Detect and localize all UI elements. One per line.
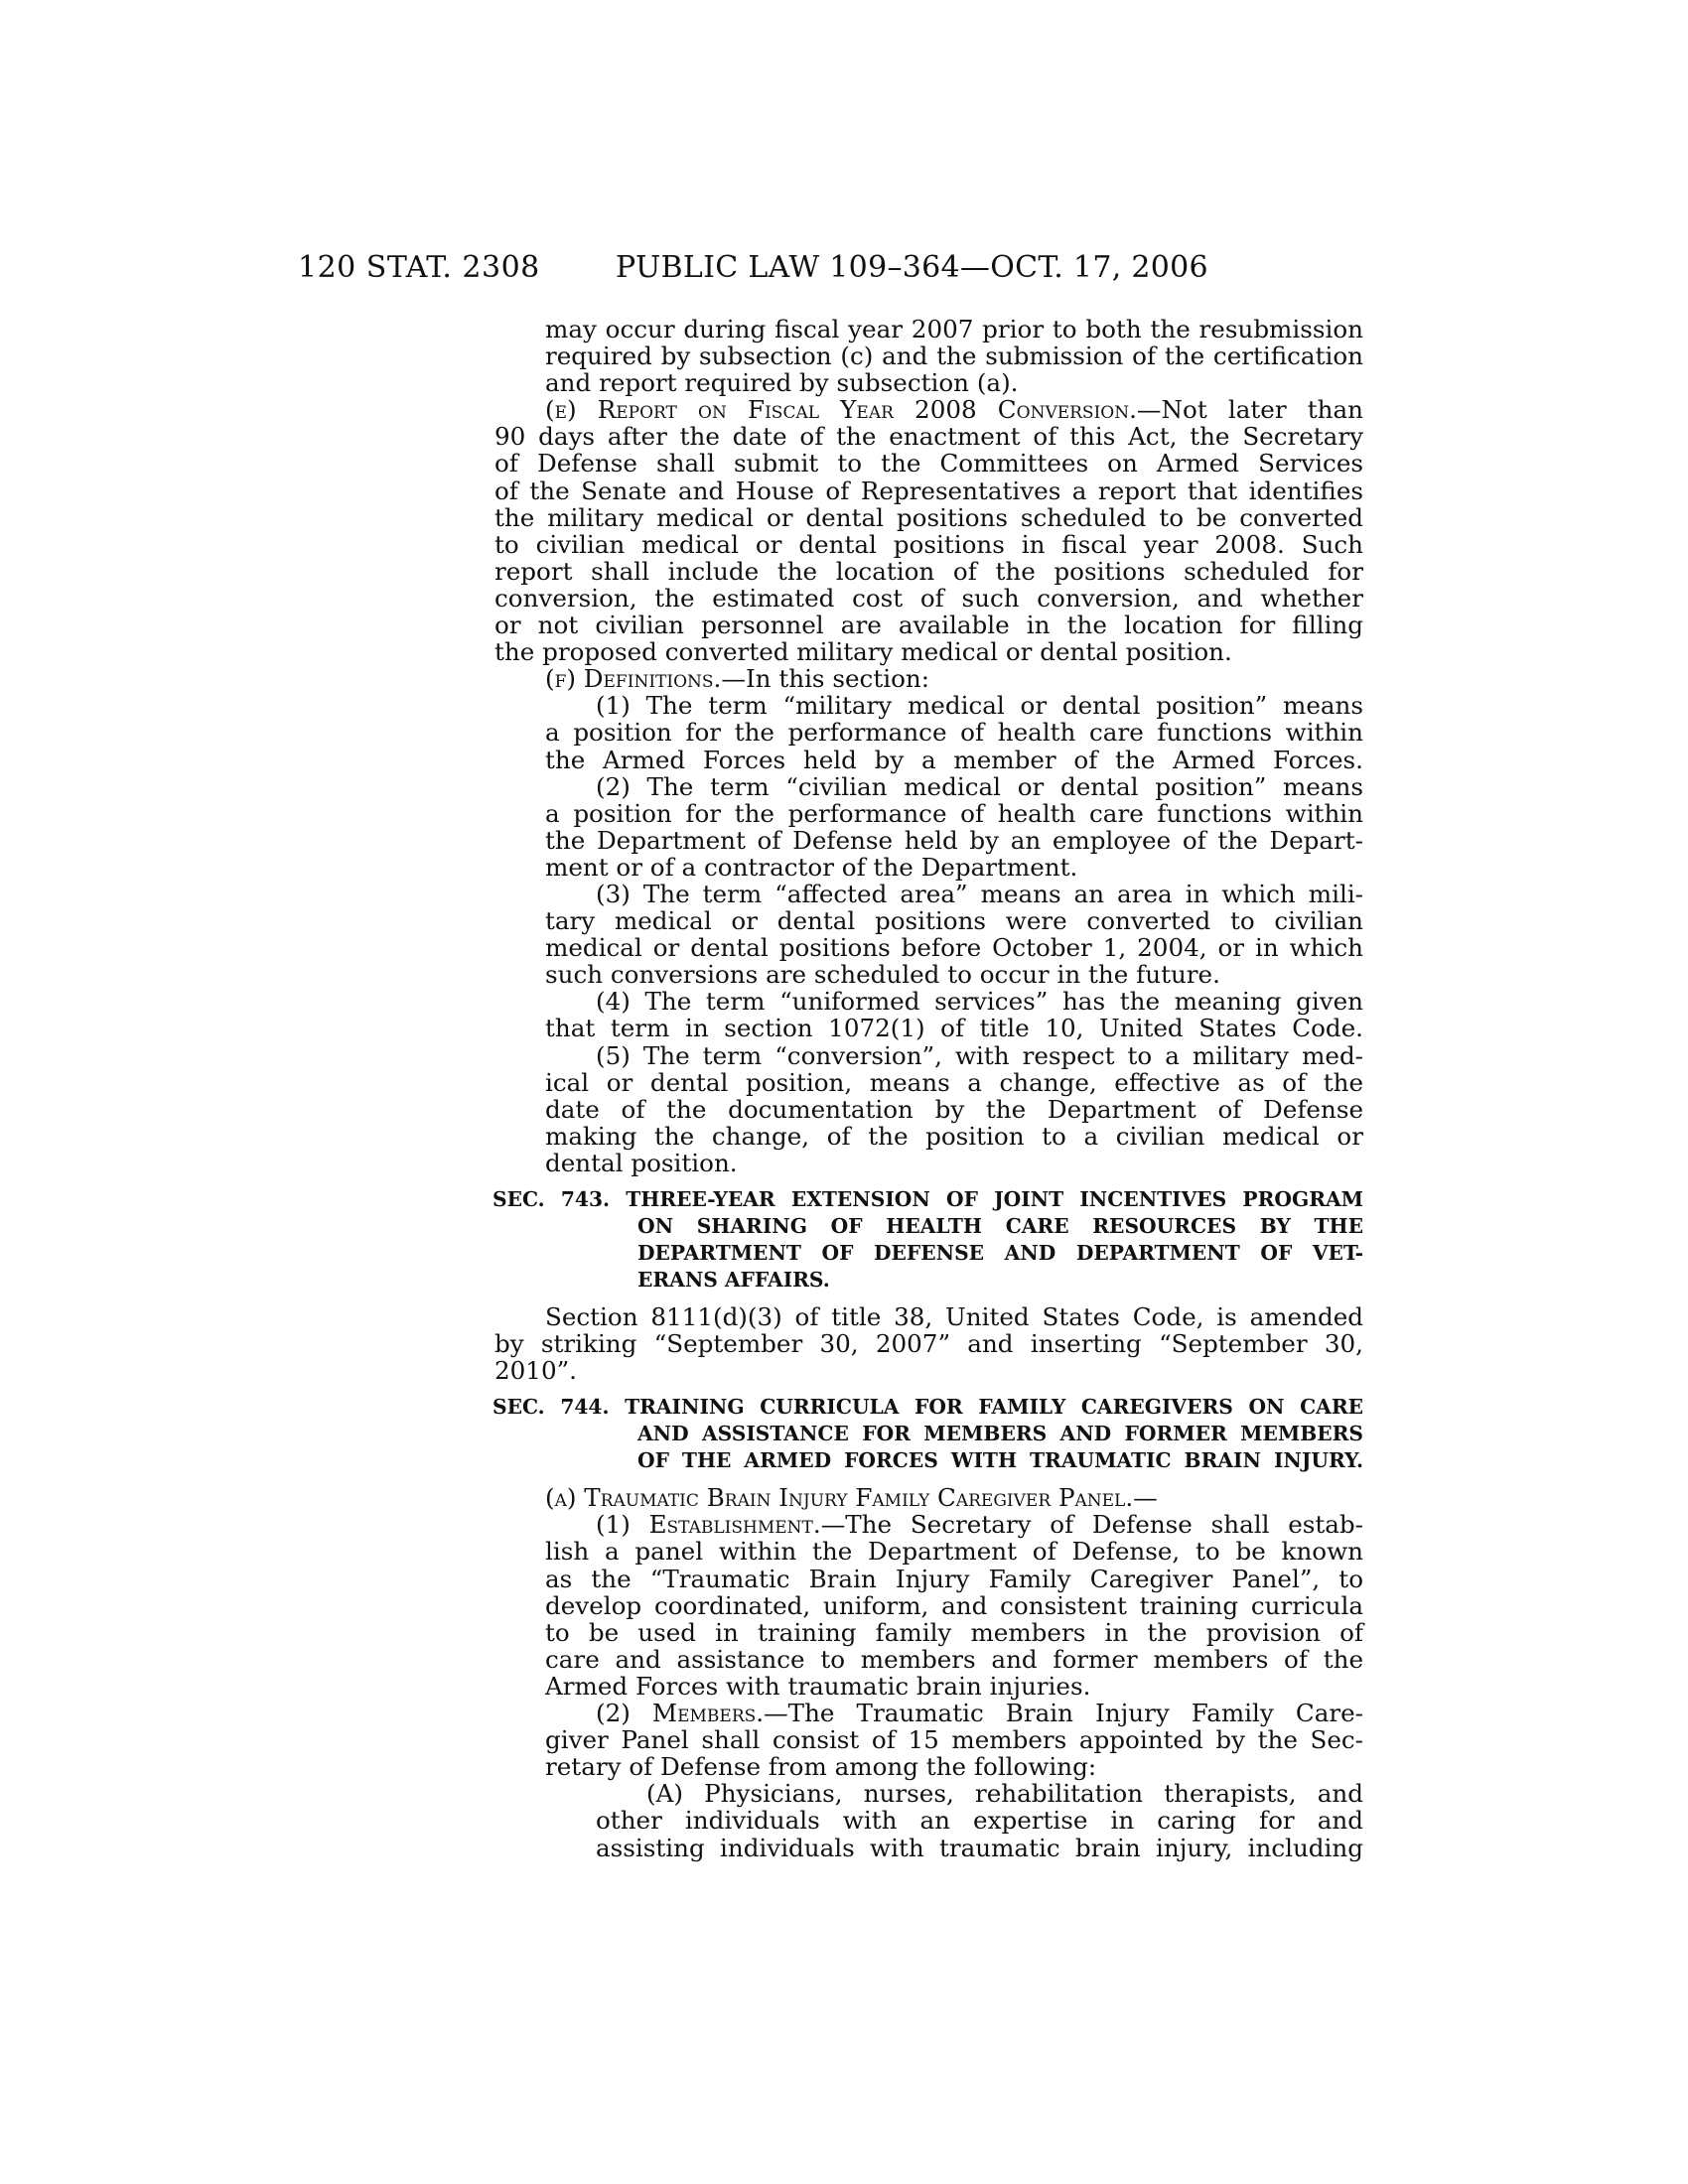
- heading-line: AND ASSISTANCE FOR MEMBERS AND FORMER MEMBERS: [637, 1422, 1363, 1446]
- text-fragment: —Not later than: [1136, 395, 1363, 425]
- text-line: 2010”.: [494, 1356, 577, 1386]
- text-line: of the Senate and House of Representatives a report that identifies: [494, 476, 1363, 505]
- heading-line: DEPARTMENT OF DEFENSE AND DEPARTMENT OF VET-: [637, 1241, 1363, 1265]
- subsection-e-heading: (e) Report on Fiscal Year 2008 Conversion.: [545, 395, 1137, 425]
- stat-page-reference: 120 STAT. 2308: [298, 250, 540, 285]
- definition-2: [494, 773, 1363, 881]
- text-line: care and assistance to members and former members of the: [545, 1644, 1363, 1674]
- text-line: tary medical or dental positions were converted to civilian: [545, 906, 1363, 936]
- text-line: other individuals with an expertise in caring for and: [596, 1806, 1363, 1836]
- paragraph-1: [494, 1511, 1363, 1700]
- text-line: the Armed Forces held by a member of the Armed Forces.: [545, 745, 1363, 774]
- subsection-f-heading: (f) Definitions.: [545, 664, 722, 694]
- text-line: ment or of a contractor of the Department.: [545, 852, 1078, 882]
- text-line: retary of Defense from among the following:: [545, 1752, 1097, 1782]
- paragraph-2: [494, 1700, 1363, 1780]
- subsection-e: [494, 396, 1363, 665]
- text-line: (5) The term “conversion”, with respect to a military med-: [596, 1040, 1363, 1070]
- text-line: that term in section 1072(1) of title 10, United States Code.: [545, 1014, 1363, 1043]
- text-line: (3) The term “affected area” means an area in which mili-: [596, 879, 1363, 908]
- section-744-text: [494, 1484, 1363, 1860]
- text-line: required by subsection (c) and the submission of the certification: [545, 341, 1363, 371]
- text-line: of Defense shall submit to the Committees on Armed Services: [494, 449, 1363, 478]
- definition-1: [494, 692, 1363, 772]
- subparagraph-A: [494, 1780, 1363, 1860]
- paragraph-2-heading: (2) Members.: [596, 1699, 765, 1728]
- section-743-text: [494, 1303, 1363, 1384]
- text-line: the military medical or dental positions scheduled to be converted: [494, 502, 1363, 532]
- text-fragment: —: [1133, 1483, 1158, 1513]
- text-line: conversion, the estimated cost of such conversion, and whether: [494, 583, 1363, 613]
- text-line: ical or dental position, means a change, effective as of the: [545, 1067, 1363, 1097]
- text-line: lish a panel within the Department of Defense, to be known: [545, 1537, 1363, 1567]
- text-line: and report required by subsection (a).: [545, 368, 1019, 398]
- text-fragment: —In this section:: [721, 664, 929, 694]
- page-header: [298, 250, 1390, 290]
- text-line: giver Panel shall consist of 15 members appointed by the Sec-: [545, 1725, 1363, 1755]
- text-line: may occur during fiscal year 2007 prior to both the resubmission: [545, 315, 1363, 343]
- text-line: 90 days after the date of the enactment of this Act, the Secretary: [494, 422, 1363, 452]
- text-line: (A) Physicians, nurses, rehabilitation therapists, and: [646, 1779, 1363, 1809]
- text-line: as the “Traumatic Brain Injury Family Caregiver Panel”, to: [545, 1564, 1363, 1593]
- definition-5: [494, 1042, 1363, 1176]
- text-line: date of the documentation by the Department of Defense: [545, 1094, 1363, 1124]
- text-fragment: —The Traumatic Brain Injury Family Care-: [764, 1699, 1363, 1728]
- definition-4: [494, 988, 1363, 1041]
- section-744-heading: [492, 1394, 1363, 1474]
- text-line: medical or dental positions before October 1, 2004, or in which: [545, 933, 1363, 963]
- text-line: Armed Forces with traumatic brain injuries.: [545, 1671, 1091, 1701]
- heading-line: SEC. 743. THREE-YEAR EXTENSION OF JOINT INCENTIVES PROGRAM: [492, 1187, 1363, 1211]
- text-line: a position for the performance of health care functions within: [545, 718, 1363, 748]
- continuation-paragraph: [494, 316, 1363, 396]
- text-line: Section 8111(d)(3) of title 38, United States Code, is amended: [545, 1302, 1363, 1331]
- text-line: a position for the performance of health care functions within: [545, 798, 1363, 828]
- public-law-title: PUBLIC LAW 109–364—OCT. 17, 2006: [616, 250, 1208, 285]
- text-line: develop coordinated, uniform, and consistent training curricula: [545, 1590, 1363, 1620]
- subsection-f: [494, 665, 1363, 1176]
- heading-line: ON SHARING OF HEALTH CARE RESOURCES BY THE: [637, 1214, 1363, 1238]
- paragraph-1-heading: (1) Establishment.: [596, 1510, 821, 1540]
- text-line: (1) The term “military medical or dental position” means: [596, 691, 1363, 721]
- text-line: (4) The term “uniformed services” has the meaning given: [596, 987, 1363, 1017]
- text-line: to civilian medical or dental positions in fiscal year 2008. Such: [494, 529, 1363, 559]
- document-body: [494, 316, 1363, 1861]
- heading-line: ERANS AFFAIRS.: [637, 1268, 830, 1292]
- text-line: (2) The term “civilian medical or dental position” means: [596, 771, 1363, 801]
- text-line: the Department of Defense held by an employee of the Depart-: [545, 825, 1363, 855]
- text-line: by striking “September 30, 2007” and inserting “September 30,: [494, 1329, 1363, 1359]
- heading-line: OF THE ARMED FORCES WITH TRAUMATIC BRAIN INJURY.: [637, 1448, 1363, 1473]
- section-743-heading: [492, 1186, 1363, 1294]
- text-line: dental position.: [545, 1148, 738, 1177]
- definition-3: [494, 881, 1363, 988]
- text-fragment: —The Secretary of Defense shall estab-: [820, 1510, 1363, 1540]
- text-line: the proposed converted military medical or dental position.: [494, 637, 1232, 667]
- text-line: to be used in training family members in the provision of: [545, 1617, 1363, 1647]
- text-line: or not civilian personnel are available in the location for filling: [494, 611, 1363, 640]
- text-line: assisting individuals with traumatic brain injury, including: [596, 1833, 1363, 1862]
- text-line: making the change, of the position to a civilian medical or: [545, 1121, 1363, 1151]
- heading-line: SEC. 744. TRAINING CURRICULA FOR FAMILY CAREGIVERS ON CARE: [492, 1395, 1363, 1420]
- text-line: report shall include the location of the positions scheduled for: [494, 556, 1363, 586]
- text-line: such conversions are scheduled to occur in the future.: [545, 960, 1220, 990]
- subsection-a-heading: (a) Traumatic Brain Injury Family Caregiver Panel.: [545, 1483, 1134, 1513]
